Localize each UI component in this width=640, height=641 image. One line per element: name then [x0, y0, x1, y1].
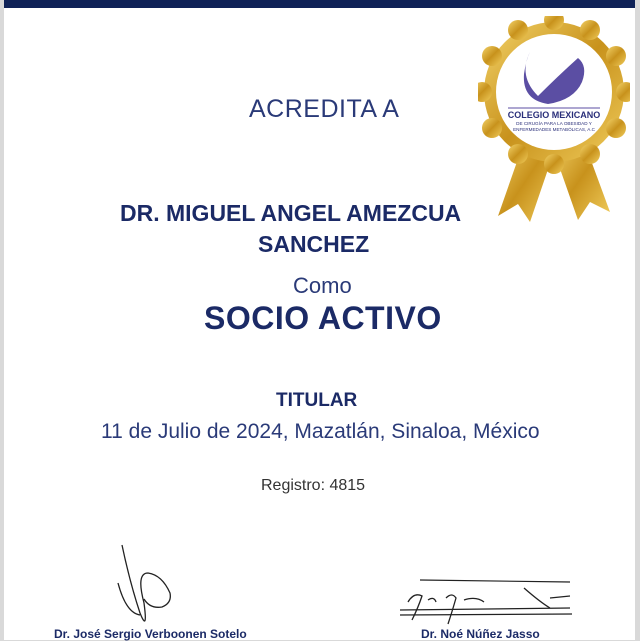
signatory-2-name: Dr. Noé Núñez Jasso	[421, 627, 540, 641]
membership-title: SOCIO ACTIVO	[204, 300, 442, 336]
seal-badge-icon	[478, 16, 630, 226]
signature-1-icon	[100, 543, 190, 638]
date-place: 11 de Julio de 2024, Mazatlán, Sinaloa, México	[101, 420, 540, 443]
seal-org-sub2: ENFERMEDADES METABÓLICAS, A.C	[513, 127, 595, 132]
recipient-name-line2: SANCHEZ	[258, 231, 370, 257]
top-bar	[4, 0, 635, 8]
registry-number: Registro: 4815	[261, 477, 366, 494]
recipient-name-line1: DR. MIGUEL ANGEL AMEZCUA	[120, 200, 462, 226]
seal-org-name: COLEGIO MEXICANO	[507, 110, 601, 120]
accredits-heading: ACREDITA A	[249, 95, 400, 123]
signature-2-icon	[400, 578, 580, 628]
as-label: Como	[293, 273, 352, 298]
membership-category: TITULAR	[276, 390, 358, 411]
seal-org-sub1: DE CIRUGÍA PARA LA OBESIDAD Y	[516, 121, 592, 126]
signatory-1-name: Dr. José Sergio Verboonen Sotelo	[54, 627, 247, 641]
